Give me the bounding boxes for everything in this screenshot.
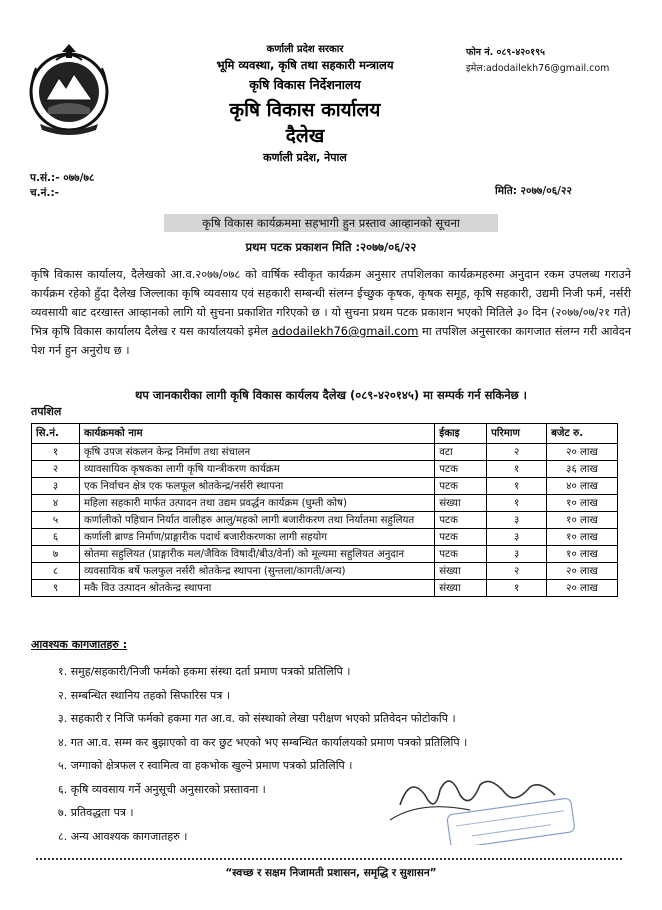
list-item: ४. गत आ.व. सम्म कर बुझाएको वा कर छुट भएको भए सम्बन्धित कार्यालयको प्रमाण पत्रको प्रतिलिपि । xyxy=(58,735,468,749)
publication-date: प्रथम पटक प्रकाशन मिति :२०७७/०६/२२ xyxy=(245,240,417,254)
schedule-label: तपशिल xyxy=(31,405,62,418)
list-item: ८. अन्य आवश्यक कागजातहरु । xyxy=(58,829,188,843)
cell-program-name: कर्णाली ब्राण्ड निर्माण/प्राङ्गारीक पदार्थ बजारीकरणका लागी सहयोग xyxy=(79,529,434,546)
cell-quantity: १ xyxy=(487,461,547,478)
cell-sn: ८ xyxy=(32,563,80,580)
cell-unit: पटक xyxy=(435,546,487,563)
cell-program-name: महिला सहकारी मार्फत उत्पादन तथा उद्यम प्रवर्द्धन कार्यक्रम (घुम्ती कोष) xyxy=(79,495,434,512)
cell-unit: संख्या xyxy=(435,495,487,512)
program-table xyxy=(31,423,618,597)
list-item: ७. प्रतिवद्धता पत्र । xyxy=(58,806,134,819)
cell-quantity: १ xyxy=(487,495,547,512)
notice-body-text: कृषि विकास कार्यालय, दैलेखको आ.व.२०७७/०७८ को वार्षिक स्वीकृत कार्यक्रम अनुसार तपशिलका कार्यक्रमहरुमा अनुदान रकम उपलब्ध गराउने कार्यक्रम रहेको हुँदा दैलेख जिल्लाका कृषि व्यवसाय एवं सहकारी सम्बन्धी संलग्न ईच्छुक कृषक, कृषक समूह, कृषि सहकारी, उद्यमी निजी फर्म, नर्सरी व्यवसायी बाट दरखास्त आव्हानको लागि यो सुचना प्रकाशित गरिएको छ । यो सुचना प्रथम पटक प्रकाशन भएको मितिले ३० दिन (२०७७/०७/२१ गते) भित्र कृषि विकास कार्यालय दैलेख र यस कार्यालयको इमेल xyxy=(31,268,631,338)
list-item: ६. कृषि व्यवसाय गर्ने अनुसूची अनुसारको प्रस्तावना । xyxy=(58,782,266,796)
cell-unit: पटक xyxy=(435,512,487,529)
table-row xyxy=(32,580,618,597)
cell-program-name: स्रोतमा सहुलियत (प्राङ्गारीक मल/जैविक विषादी/बीउ/वेर्ना) को मूल्यमा सहुलियत अनुदान xyxy=(79,546,434,563)
district-name: दैलेख xyxy=(285,125,325,147)
cell-sn: ७ xyxy=(32,546,80,563)
table-row xyxy=(32,546,618,563)
cell-program-name: कर्णालीको पहिचान निर्यात वालीहरु आलु/महको लागी बजारीकरण तथा निर्यातमा सहुलियत xyxy=(79,512,434,529)
header-budget: बजेट रु. xyxy=(547,424,618,444)
footer-motto: “स्वच्छ र सक्षम निजामती प्रशासन, समृद्धि र सुशासन” xyxy=(225,867,437,879)
province-government-label: कर्णाली प्रदेश सरकार xyxy=(266,44,344,55)
province-address: कर्णाली प्रदेश, नेपाल xyxy=(263,151,347,164)
cell-unit: पटक xyxy=(435,529,487,546)
table-header-row xyxy=(32,424,618,444)
cell-quantity: १ xyxy=(487,580,547,597)
header-unit: ईकाइ xyxy=(435,424,487,444)
cell-sn: २ xyxy=(32,461,80,478)
list-item: ३. सहकारी र निजि फर्मको हकमा गत आ.व. को संस्थाको लेखा परीक्षण भएको प्रतिवेदन फोटोकपि । xyxy=(58,712,456,725)
notice-body-text-end: मा तपशिल अनुसारका कागजात संलग्न गरी आवेदन पेश गर्न हुन अनुरोध छ । xyxy=(31,325,631,357)
list-item: २. सम्बन्धित स्थानिय तहको सिफारिस पत्र । xyxy=(58,688,230,702)
table-row xyxy=(32,512,618,529)
cell-unit: पटक xyxy=(435,478,487,495)
cell-unit: संख्या xyxy=(435,563,487,580)
table-row xyxy=(32,461,618,478)
cell-budget: १० लाख xyxy=(547,495,618,512)
ministry-name: भूमि व्यवस्था, कृषि तथा सहकारी मन्त्रालय xyxy=(216,58,394,72)
cell-budget: २० लाख xyxy=(547,563,618,580)
cell-unit: वटा xyxy=(435,444,487,461)
cell-budget: १० लाख xyxy=(547,512,618,529)
header-sn: सि.नं. xyxy=(32,424,80,444)
cell-budget: ४० लाख xyxy=(547,478,618,495)
cell-unit: संख्या xyxy=(435,580,487,597)
cell-sn: ३ xyxy=(32,478,80,495)
cell-sn: ५ xyxy=(32,512,80,529)
cell-program-name: व्यावसायिक कृषकका लागी कृषि यान्त्रीकरण कार्यक्रम xyxy=(79,461,434,478)
phone-number: फोन नं. ०८९-४२०१९५ xyxy=(466,47,545,58)
notice-email-link[interactable]: adodailekh76@gmail.com xyxy=(271,325,419,338)
cell-quantity: ३ xyxy=(487,546,547,563)
list-item: ५. जग्गाको क्षेत्रफल र स्वामित्व वा हकभोक खुल्ने प्रमाण पत्रको प्रतिलिपि । xyxy=(58,759,353,772)
list-item: १. समुह/सहकारी/निजी फर्मको हकमा संस्था दर्ता प्रमाण पत्रको प्रतिलिपि । xyxy=(58,665,351,678)
table-row xyxy=(32,444,618,461)
letter-number: प.सं.:- ०७७/७८ xyxy=(30,172,95,184)
dispatch-number: च.नं.:- xyxy=(30,187,60,199)
notice-title: कृषि विकास कार्यक्रममा सहभागी हुन प्रस्ताव आव्हानको सूचना xyxy=(164,214,498,232)
required-documents-title: आवश्यक कागजातहरु : xyxy=(31,638,128,651)
cell-budget: १० लाख xyxy=(547,546,618,563)
cell-quantity: २ xyxy=(487,444,547,461)
cell-program-name: व्यवसायिक बर्षे फलफुल नर्सरी श्रोतकेन्द्र स्थापना (सुन्तला/कागती/अन्य) xyxy=(79,563,434,580)
directorate-name: कृषि विकास निर्देशनालय xyxy=(249,77,361,92)
letter-date: मिति: २०७७/०६/२२ xyxy=(495,185,572,197)
cell-quantity: ३ xyxy=(487,512,547,529)
cell-quantity: ३ xyxy=(487,529,547,546)
cell-budget: १० लाख xyxy=(547,529,618,546)
table-row xyxy=(32,495,618,512)
office-email[interactable]: इमेल:adodailekh76@gmail.com xyxy=(466,63,610,74)
office-name: कृषि विकास कार्यालय xyxy=(229,99,381,121)
cell-unit: पटक xyxy=(435,461,487,478)
cell-quantity: १ xyxy=(487,478,547,495)
cell-program-name: एक निर्वाचन क्षेत्र एक फलफूल श्रोतकेन्द्र/नर्सरी स्थापना xyxy=(79,478,434,495)
table-row xyxy=(32,478,618,495)
cell-program-name: मकै विउ उत्पादन श्रोतकेन्द्र स्थापना xyxy=(79,580,434,597)
table-row xyxy=(32,529,618,546)
footer-divider xyxy=(36,858,622,860)
header-quantity: परिमाण xyxy=(487,424,547,444)
cell-sn: ९ xyxy=(32,580,80,597)
notice-body xyxy=(31,265,631,360)
nepal-government-emblem xyxy=(26,38,112,138)
cell-budget: ३६ लाख xyxy=(547,461,618,478)
table-row xyxy=(32,563,618,580)
cell-budget: २० लाख xyxy=(547,580,618,597)
cell-quantity: २ xyxy=(487,563,547,580)
cell-budget: २० लाख xyxy=(547,444,618,461)
signature-stamp xyxy=(380,765,590,845)
cell-sn: ४ xyxy=(32,495,80,512)
cell-sn: ६ xyxy=(32,529,80,546)
header-program-name: कार्यक्रमको नाम xyxy=(79,424,434,444)
contact-info-line: थप जानकारीका लागी कृषि विकास कार्यलय दैलेख (०८९-४२०१४५) मा सम्पर्क गर्न सकिनेछ । xyxy=(134,388,528,402)
cell-sn: १ xyxy=(32,444,80,461)
cell-program-name: कृषि उपज संकलन केन्द्र निर्माण तथा संचालन xyxy=(79,444,434,461)
